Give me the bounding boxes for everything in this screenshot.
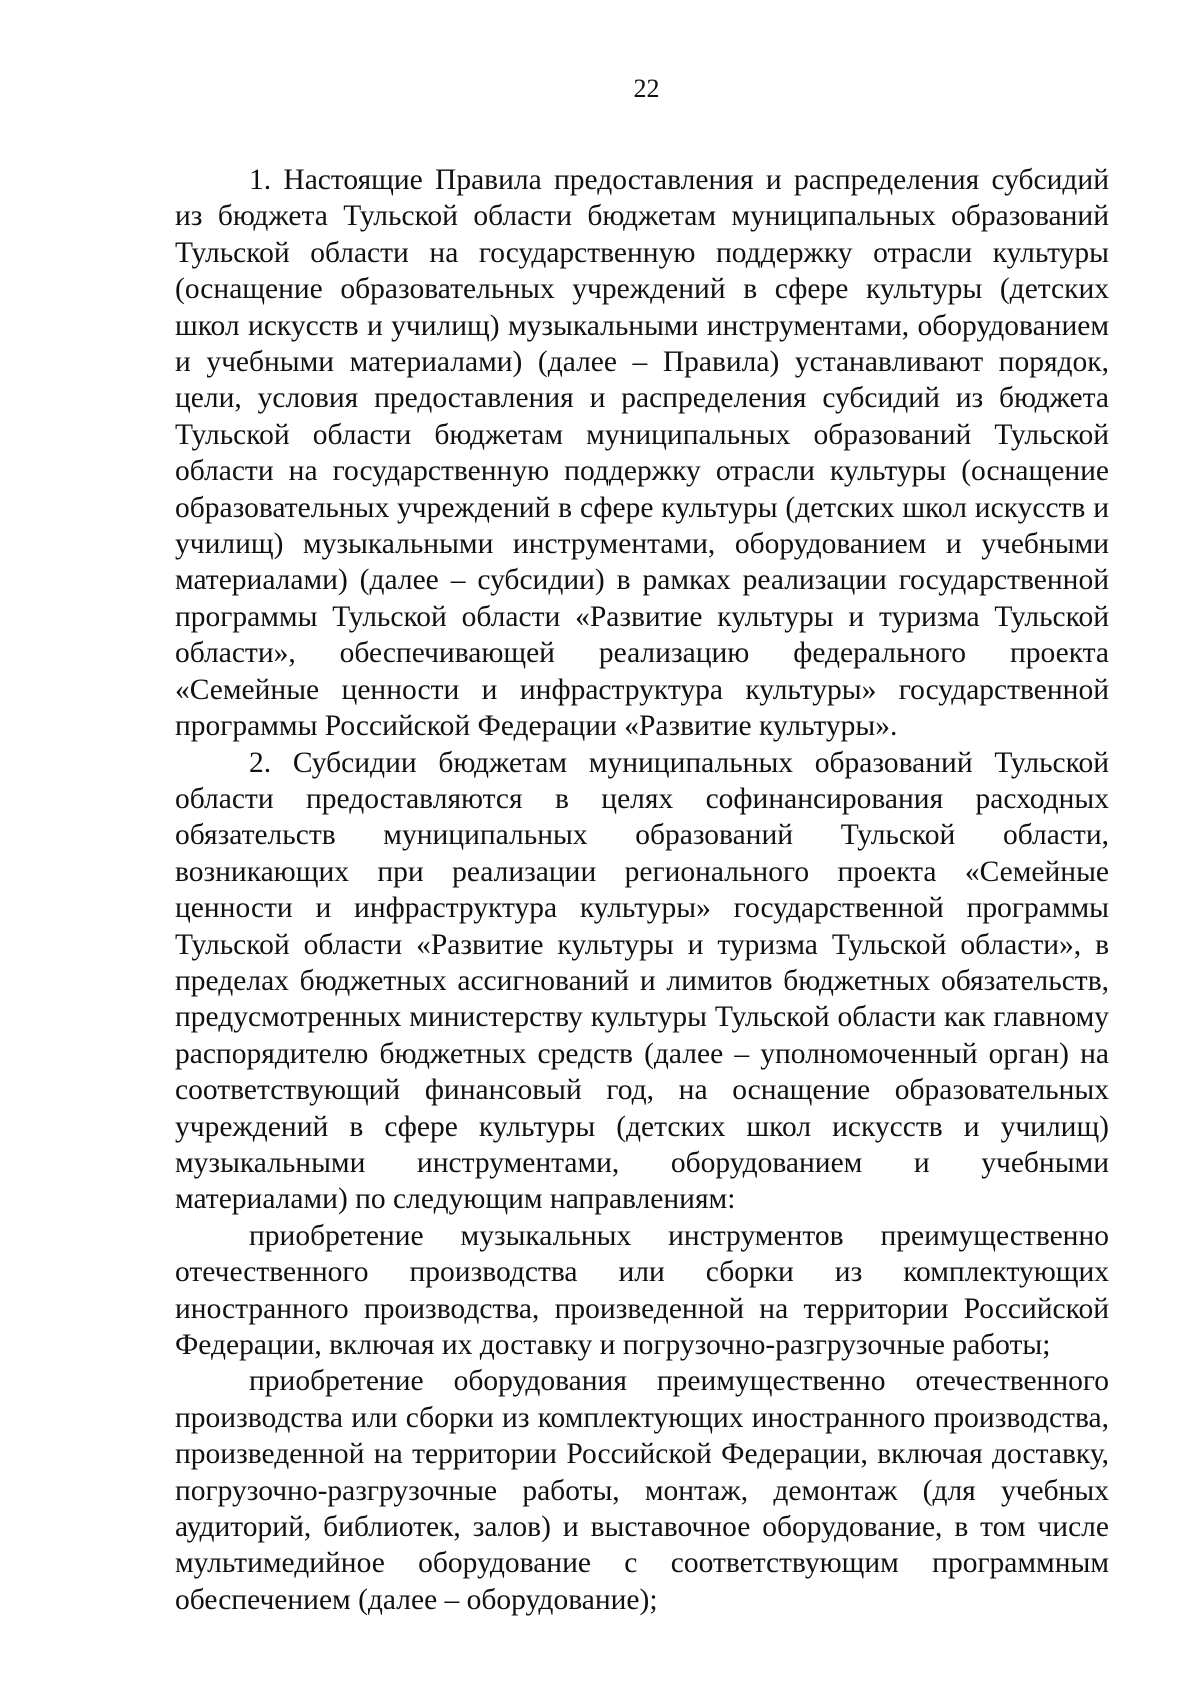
page-number: 22 (633, 74, 660, 103)
paragraph-rules-purpose: 1. Настоящие Правила предоставления и распределения субсидий из бюджета Тульской области бюджетам муниципальных образований Тульской области на государственную поддержку отрасли культуры (оснащение образовательных учреждений в сфере культуры (детских школ искусств и училищ) музыкальными инструментами, оборудованием и учебными материалами) (далее – Правила) устанавливают порядок, цели, условия предоставления и распределения субсидий из бюджета Тульской области бюджетам муниципальных образований Тульской области на государственную поддержку отрасли культуры (оснащение образовательных учреждений в сфере культуры (детских школ искусств и училищ) музыкальными инструментами, оборудованием и учебными материалами) (далее – субсидии) в рамках реализации государственной программы Тульской области «Развитие культуры и туризма Тульской области», обеспечивающей реализацию федерального проекта «Семейные ценности и инфраструктура культуры» государственной программы Российской Федерации «Развитие культуры». (175, 164, 1109, 743)
document-body (175, 162, 1109, 1618)
paragraph-direction-instruments: приобретение музыкальных инструментов преимущественно отечественного производства или сборки из комплектующих иностранного производства, произведенной на территории Российской Федерации, включая их доставку и погрузочно-разгрузочные работы; (175, 1219, 1109, 1361)
paragraph-direction-equipment: приобретение оборудования преимущественно отечественного производства или сборки из комплектующих иностранного производства, произведенной на территории Российской Федерации, включая доставку, погрузочно-разгрузочные работы, монтаж, демонтаж (для учебных аудиторий, библиотек, залов) и выставочное оборудование, в том числе мультимедийное оборудование с соответствующим программным обеспечением (далее – оборудование); (175, 1365, 1109, 1616)
paragraph-subsidies-provision: 2. Субсидии бюджетам муниципальных образований Тульской области предоставляются в целях софинансирования расходных обязательств муниципальных образований Тульской области, возникающих при реализации регионального проекта «Семейные ценности и инфраструктура культуры» государственной программы Тульской области «Развитие культуры и туризма Тульской области», в пределах бюджетных ассигнований и лимитов бюджетных обязательств, предусмотренных министерству культуры Тульской области как главному распорядителю бюджетных средств (далее – уполномоченный орган) на соответствующий финансовый год, на оснащение образовательных учреждений в сфере культуры (детских школ искусств и училищ) музыкальными инструментами, оборудованием и учебными материалами) по следующим направлениям: (175, 746, 1109, 1216)
